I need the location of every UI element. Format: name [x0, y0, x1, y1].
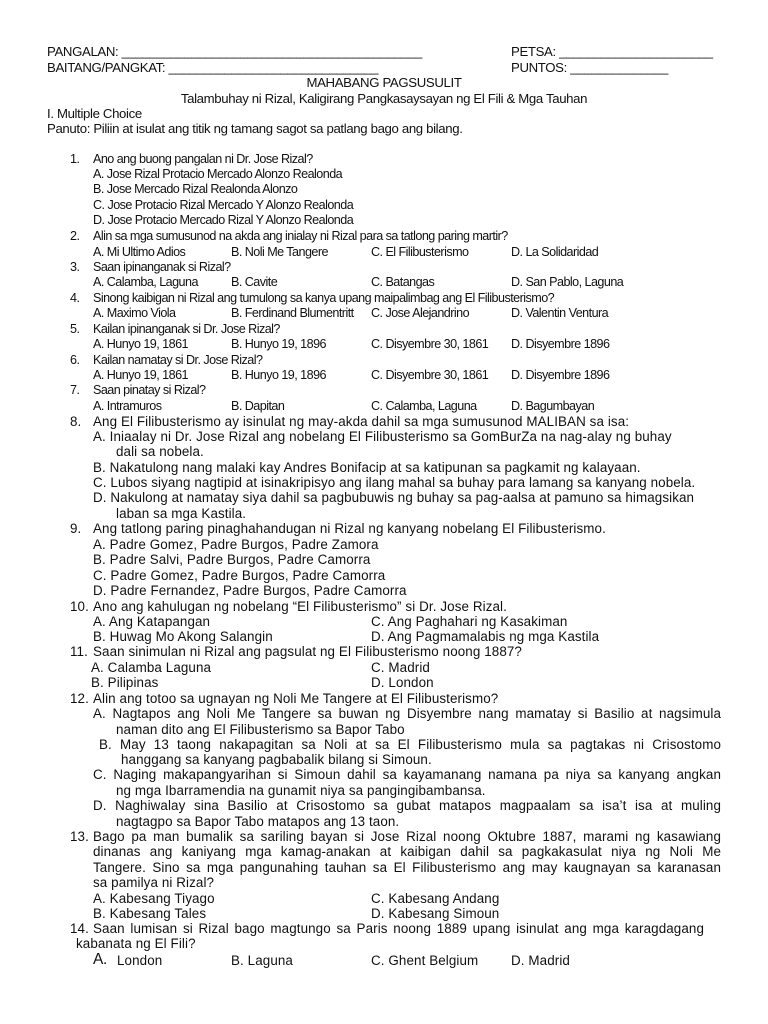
choice: C. Calamba, Laguna	[371, 399, 477, 413]
question-text: Saan ipinanganak si Rizal?	[93, 260, 231, 274]
choice: B. Hunyo 19, 1896	[231, 368, 326, 382]
question-text: Alin sa mga sumusunod na akda ang inialay ni Rizal para sa tatlong paring martir?	[93, 229, 508, 243]
choice-continuation: laban sa mga Kastila.	[116, 506, 247, 521]
choice: A. Ang Katapangan	[93, 614, 211, 629]
choice: C. Padre Gomez, Padre Burgos, Padre Camorra	[93, 568, 386, 583]
choice-letter: A.	[93, 951, 107, 968]
question-text: Ang El Filibusterismo ay isinulat ng may-akda dahil sa mga sumusunod MALIBAN sa isa:	[93, 414, 630, 429]
choice: C. Ang Paghahari ng Kasakiman	[371, 614, 568, 629]
question-number: 6.	[70, 353, 80, 367]
question-text: Ang tatlong paring pinaghahandugan ni Rizal ng kanyang nobelang El Filibusterismo.	[93, 521, 606, 536]
question-number: 3.	[70, 260, 80, 274]
question-text: Saan pinatay si Rizal?	[93, 383, 206, 397]
grade-field-label: BAITANG/PANGKAT: ______________________________	[47, 60, 379, 75]
question-row	[93, 860, 721, 875]
question-text: Saan sinimulan ni Rizal ang pagsulat ng El Filibusterismo noong 1887?	[93, 644, 522, 659]
choice: C. Lubos siyang nagtipid at isinakripisyo ang ilang mahal sa buhay para lamang sa kanyang nobela.	[93, 475, 696, 490]
question-number: 1.	[70, 152, 80, 166]
choice: D. Madrid	[511, 953, 570, 968]
choice: A. Hunyo 19, 1861	[93, 337, 188, 351]
choice: A. Jose Rizal Protacio Mercado Alonzo Realonda	[93, 167, 343, 181]
exam-subtitle: Talambuhay ni Rizal, Kaligirang Pangkasaysayan ng El Fili & Mga Tauhan	[180, 91, 588, 106]
question-text: Kailan namatay si Dr. Jose Rizal?	[93, 353, 263, 367]
choice: A. Intramuros	[93, 399, 162, 413]
choice: D. Bagumbayan	[511, 399, 595, 413]
choice: D. Naghiwalay sina Basilio at Crisostomo sa gubat matapos magpaalam sa isa’t isa at muling	[93, 798, 721, 813]
choice-continuation: dali sa nobela.	[116, 444, 204, 459]
section-heading: I. Multiple Choice	[47, 106, 142, 121]
question-text: Ano ang buong pangalan ni Dr. Jose Rizal?	[93, 152, 313, 166]
choice: D. Jose Protacio Mercado Rizal Y Alonzo Realonda	[93, 213, 354, 227]
question-text: Alin ang totoo sa ugnayan ng Noli Me Tangere at El Filibusterismo?	[93, 691, 499, 706]
choice: A. Calamba Laguna	[91, 660, 212, 675]
question-number: 8.	[70, 414, 82, 429]
choice: C. Madrid	[371, 660, 430, 675]
question-number: 10.	[70, 599, 89, 614]
choice: B. May 13 taong nakapagitan sa Noli at sa El Filibusterismo mula sa pagtakas ni Crisostomo	[99, 737, 721, 752]
choice-row	[93, 798, 721, 813]
choice: D. Ang Pagmamalabis ng mga Kastila	[371, 629, 600, 644]
choice: D. San Pablo, Laguna	[511, 275, 624, 289]
choice: B. Kabesang Tales	[93, 906, 207, 921]
score-field-label: PUNTOS: ______________	[511, 60, 669, 75]
question-number: 13.	[70, 829, 89, 844]
question-row	[93, 844, 721, 859]
choice-row	[93, 706, 721, 721]
choice: C. Batangas	[371, 275, 435, 289]
choice: B. Padre Salvi, Padre Burgos, Padre Camorra	[93, 552, 371, 567]
choice: D. Disyembre 1896	[511, 368, 610, 382]
question-text-line: kabanata ng El Fili?	[76, 936, 196, 951]
choice-continuation: nagtagpo sa Bapor Tabo matapos ang 13 taon.	[116, 814, 400, 829]
choice: B. Dapitan	[231, 399, 285, 413]
question-text-line: Tangere. Sino sa mga pangunahing tauhan sa El Filibusterismo ang may kaugnayan sa karanasan	[93, 860, 721, 875]
choice-continuation: hanggang sa kanyang pagbabalik bilang si Simoun.	[121, 752, 432, 767]
exam-title: MAHABANG PAGSUSULIT	[306, 75, 462, 90]
question-text: Kailan ipinanganak si Dr. Jose Rizal?	[93, 322, 280, 336]
choice: A. Padre Gomez, Padre Burgos, Padre Zamora	[93, 537, 379, 552]
question-text-line: dinanas ang kaniyang mga kamag-anakan at kaibigan dahil sa pagkakasulat niya ng Noli Me	[93, 844, 721, 859]
choice: A. Kabesang Tiyago	[93, 891, 215, 906]
choice: C. Naging makapangyarihan si Simoun dahil sa kayamanang namana pa niya sa kanyang angkan	[93, 767, 721, 782]
question-number: 12.	[70, 691, 89, 706]
choice: B. Noli Me Tangere	[231, 245, 328, 259]
question-text: Ano ang kahulugan ng nobelang “El Filibusterismo” si Dr. Jose Rizal.	[93, 599, 507, 614]
choice: D. Valentin Ventura	[511, 306, 609, 320]
name-field-label: PANGALAN: ___________________________________________	[47, 44, 422, 59]
question-number: 9.	[70, 521, 82, 536]
choice-row	[99, 737, 721, 752]
choice: D. La Solidaridad	[511, 245, 599, 259]
choice: C. Jose Protacio Rizal Mercado Y Alonzo Realonda	[93, 198, 354, 212]
question-number: 11.	[70, 644, 88, 659]
choice: C. Jose Alejandrino	[371, 306, 470, 320]
choice: B. Hunyo 19, 1896	[231, 337, 326, 351]
choice: B. Laguna	[231, 953, 293, 968]
choice: B. Huwag Mo Akong Salangin	[93, 629, 273, 644]
choice: C. El Filibusterismo	[371, 245, 469, 259]
question-number: 14.	[70, 921, 89, 936]
date-field-label: PETSA: ______________________	[511, 44, 713, 59]
question-row	[93, 829, 721, 844]
choice: D. Kabesang Simoun	[371, 906, 500, 921]
choice-continuation: ng mga Ibarramendia na gunamit niya sa pangingibambansa.	[116, 783, 486, 798]
choice: A. Maximo Viola	[93, 306, 176, 320]
choice: D. Disyembre 1896	[511, 337, 610, 351]
choice: B. Nakatulong nang malaki kay Andres Bonifacip at sa katipunan sa pagkamit ng kalayaan.	[93, 460, 641, 475]
question-number: 7.	[70, 383, 80, 397]
choice: B. Pilipinas	[91, 675, 159, 690]
choice: C. Disyembre 30, 1861	[371, 368, 489, 382]
choice: A. Calamba, Laguna	[93, 275, 198, 289]
choice: D. Padre Fernandez, Padre Burgos, Padre Camorra	[93, 583, 407, 598]
question-number: 2.	[70, 229, 80, 243]
question-text: Sinong kaibigan ni Rizal ang tumulong sa kanya upang maipalimbag ang El Filibusterismo?	[93, 291, 555, 305]
choice: A. Hunyo 19, 1861	[93, 368, 188, 382]
choice: D. Nakulong at namatay siya dahil sa pagbubuwis ng buhay sa pag-aalsa at pamuno sa himagsikan	[93, 490, 695, 505]
choice: C. Ghent Belgium	[371, 953, 479, 968]
choice: A. Mi Ultimo Adios	[93, 245, 186, 259]
question-row	[93, 921, 704, 936]
choice: C. Disyembre 30, 1861	[371, 337, 489, 351]
choice-continuation: naman dito ang El Filibusterismo sa Bapor Tabo	[116, 722, 405, 737]
instructions: Panuto: Piliin at isulat ang titik ng tamang sagot sa patlang bago ang bilang.	[47, 121, 463, 136]
question-text: Saan lumisan si Rizal bago magtungo sa Paris noong 1889 upang isinulat ang mga karagdagang	[93, 921, 704, 936]
choice: B. Jose Mercado Rizal Realonda Alonzo	[93, 182, 298, 196]
choice: London	[117, 953, 163, 968]
choice: B. Cavite	[231, 275, 278, 289]
choice-row	[93, 767, 721, 782]
choice: A. Iniaalay ni Dr. Jose Rizal ang nobelang El Filibusterismo sa GomBurZa na nag-alay ng buhay	[93, 429, 672, 444]
question-text-line: sa pamilya ni Rizal?	[93, 875, 215, 890]
choice: C. Kabesang Andang	[371, 891, 500, 906]
question-number: 4.	[70, 291, 80, 305]
choice: D. London	[371, 675, 434, 690]
question-text: Bago pa man bumalik sa sariling bayan si Jose Rizal noong Oktubre 1887, marami ng kasawiang	[93, 829, 721, 844]
choice: A. Nagtapos ang Noli Me Tangere sa buwan ng Disyembre nang mamatay si Basilio at nagsimula	[93, 706, 721, 721]
question-number: 5.	[70, 322, 80, 336]
choice: B. Ferdinand Blumentritt	[231, 306, 354, 320]
